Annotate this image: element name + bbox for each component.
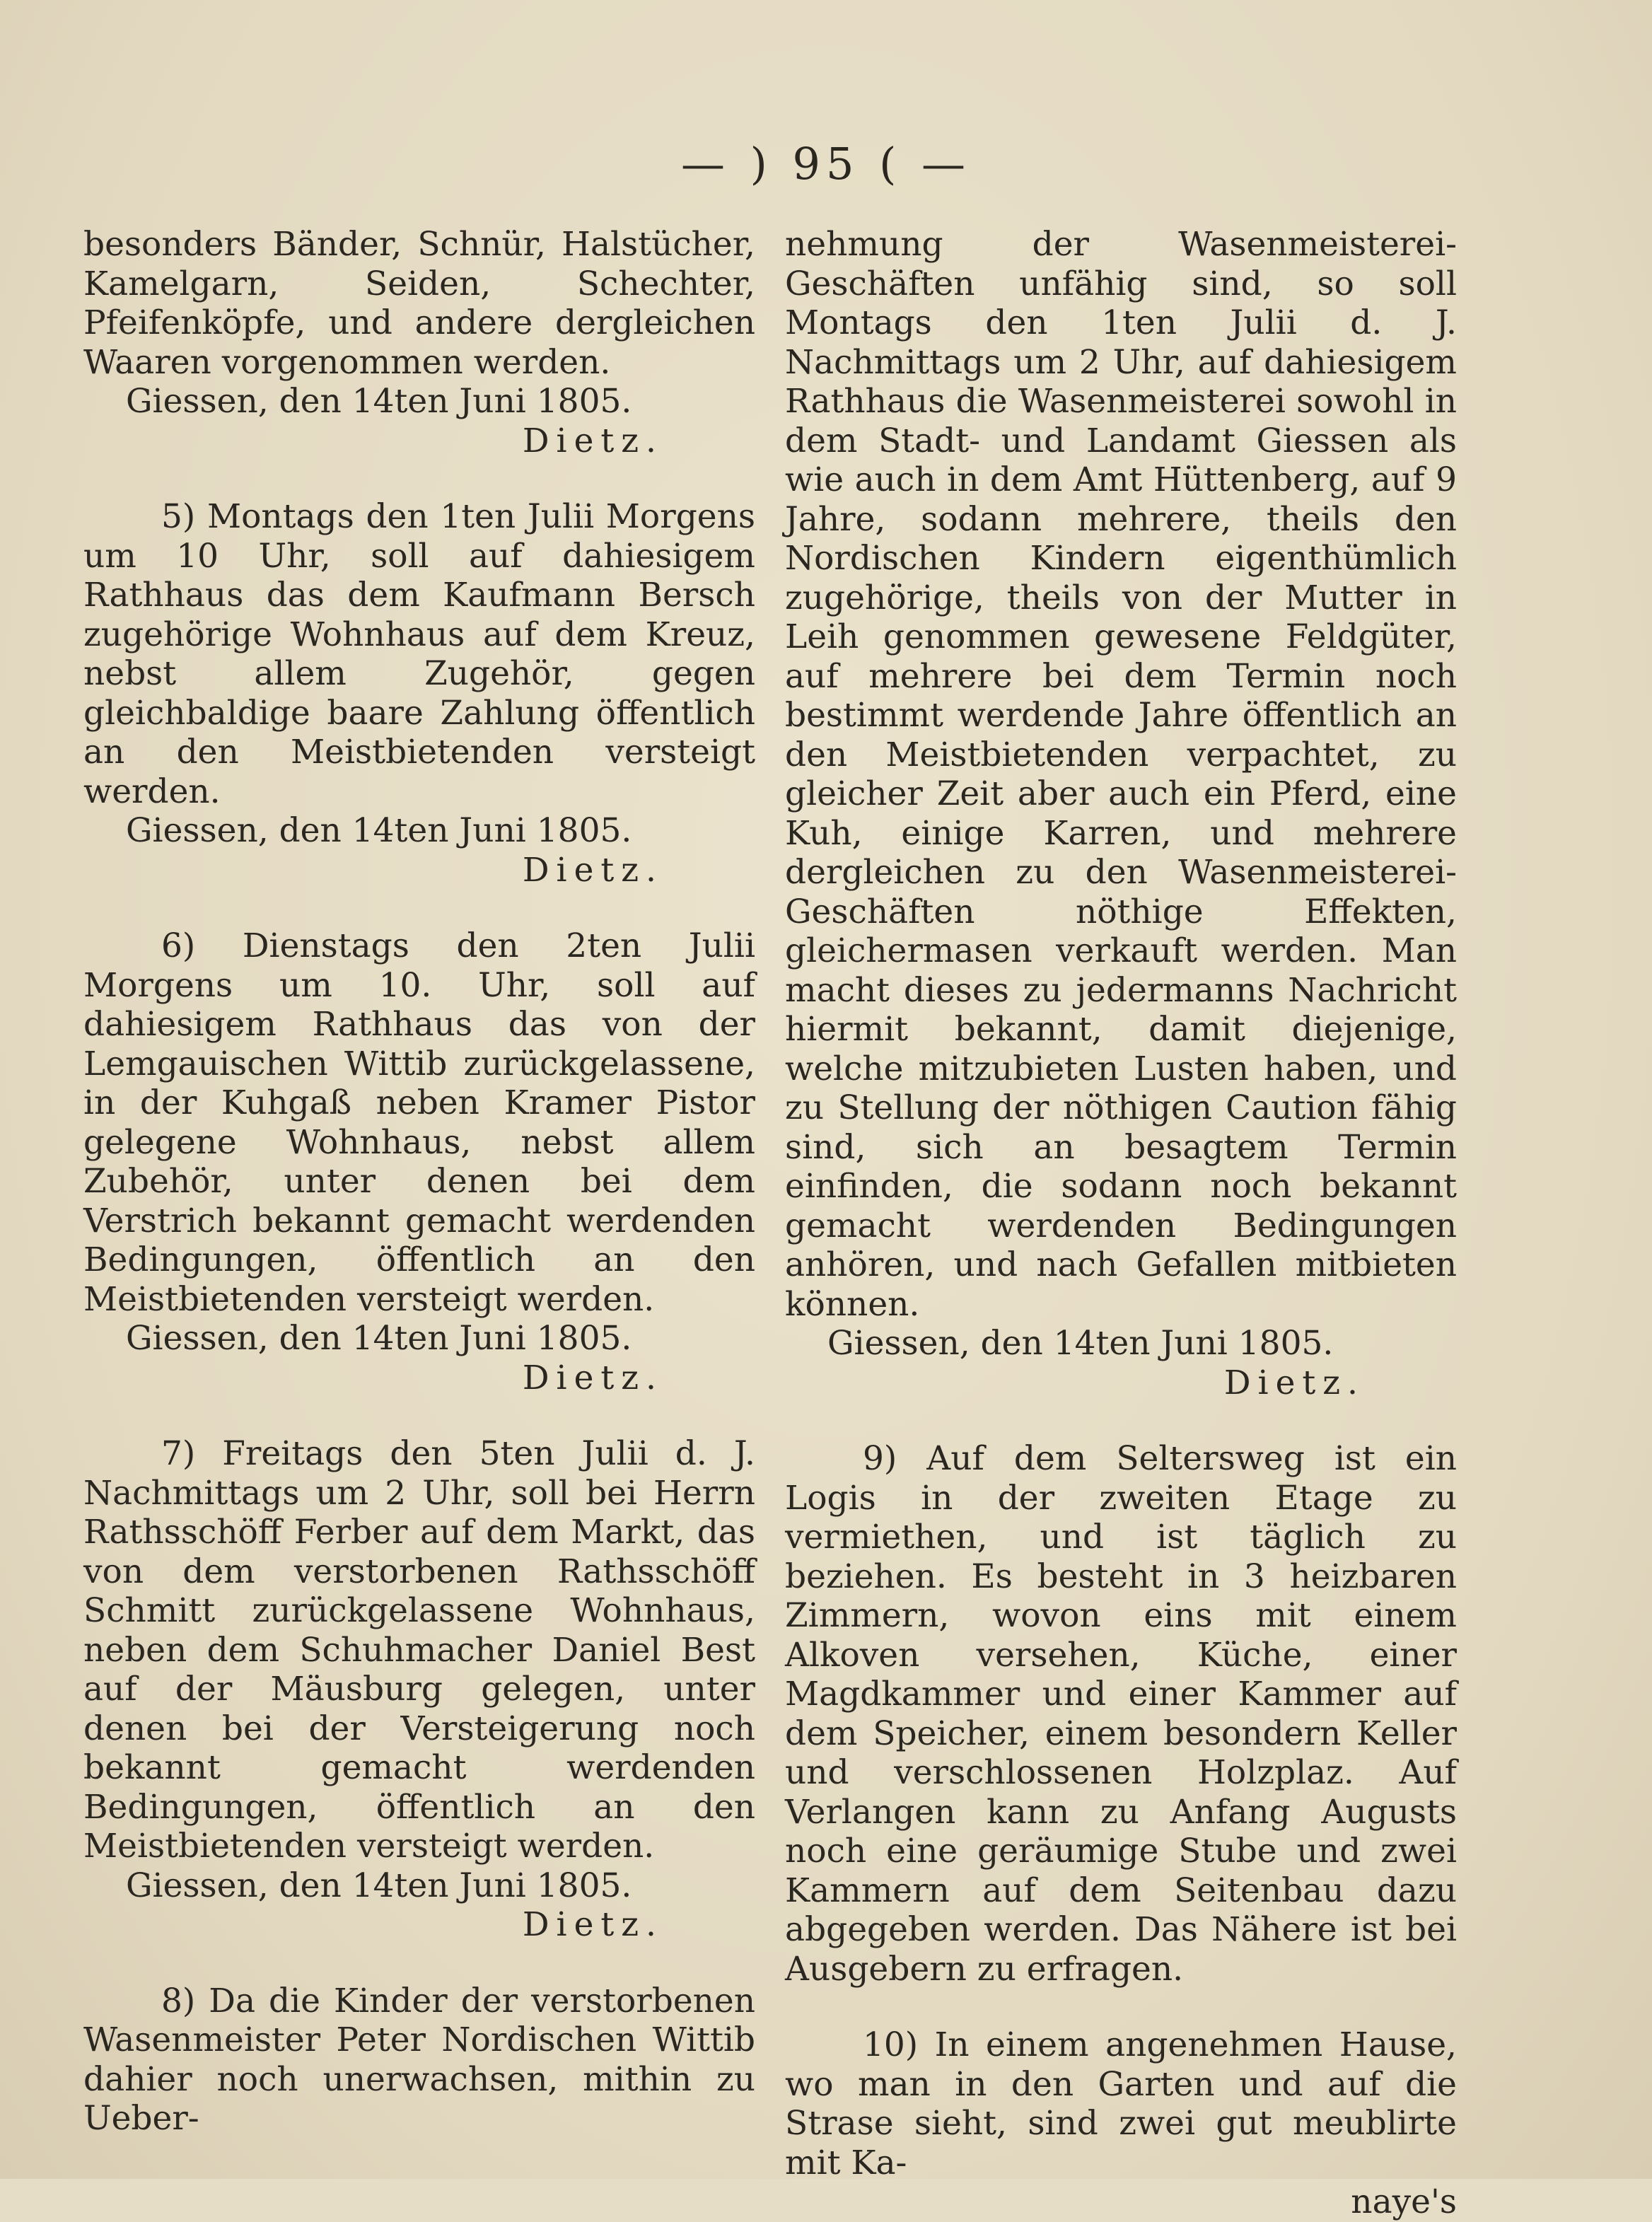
entry-place-date: Giessen, den 14ten Juni 1805.	[126, 1866, 632, 1905]
page-number: — ) 95 ( —	[680, 138, 972, 190]
entry-place-date: Giessen, den 14ten Juni 1805.	[126, 811, 632, 850]
entry-text: 8) Da die Kinder der verstorbenen Wasenmeister Peter Nordischen Wittib dahier noch unerwachsen, mithin zu Ueber-	[83, 1981, 755, 2138]
entry-signature: Dietz.	[522, 421, 663, 460]
entry-signature: Dietz.	[1223, 1363, 1365, 1402]
notice-8	[83, 1982, 755, 2139]
right-column	[785, 225, 1457, 2222]
notice-6	[83, 926, 755, 1397]
catchword: naye's	[1351, 2182, 1457, 2221]
entry-text: besonders Bänder, Schnür, Halstücher, Kamelgarn, Seiden, Schechter, Pfeifenköpfe, und andere dergleichen Waaren vorgenommen werden.	[83, 225, 755, 382]
entry-signature: Dietz.	[522, 1358, 663, 1397]
notice-7	[83, 1434, 755, 1945]
entry-text: nehmung der Wasenmeisterei-Geschäften unfähig sind, so soll Montags den 1ten Julii d. J. Nachmittags um 2 Uhr, auf dahiesigem Rathhaus die Wasenmeisterei sowohl in dem Stadt- und Landamt Giessen als wie auch in dem Amt Hüttenberg, auf 9 Jahre, sodann mehrere, theils den Nordischen Kindern eigenthümlich zugehörige, theils von der Mutter in Leih genommen gewesene Feldgüter, auf mehrere bei dem Termin noch bestimmt werdende Jahre öffentlich an den Meistbietenden verpachtet, zu gleicher Zeit aber auch ein Pferd, eine Kuh, einige Karren, und mehrere dergleichen zu den Wasenmeisterei-Geschäften nöthige Effekten, gleichermasen verkauft werden. Man macht dieses zu jedermanns Nachricht hiermit bekannt, damit diejenige, welche mitzubieten Lusten haben, und zu Stellung der nöthigen Caution fähig sind, sich an besagtem Termin einfinden, die sodann noch bekannt gemacht werdenden Bedingungen anhören, und nach Gefallen mitbieten können.	[785, 225, 1457, 1324]
left-column	[83, 225, 755, 2139]
entry-place-date: Giessen, den 14ten Juni 1805.	[827, 1324, 1334, 1363]
notice-9	[785, 1439, 1457, 1989]
continuation-entry	[785, 225, 1457, 1402]
entry-place-date: Giessen, den 14ten Juni 1805.	[126, 382, 632, 421]
entry-text: 6) Dienstags den 2ten Julii Morgens um 10. Uhr, soll auf dahiesigem Rathhaus das von der Lemgauischen Wittib zurückgelassene, in der Kuhgaß neben Kramer Pistor gelegene Wohnhaus, nebst allem Zubehör, unter denen bei dem Verstrich bekannt gemacht werdenden Bedingungen, öffentlich an den Meistbietenden versteigt werden.	[83, 926, 755, 1319]
entry-signature: Dietz.	[522, 850, 663, 890]
entry-signature: Dietz.	[522, 1905, 663, 1944]
entry-place-date: Giessen, den 14ten Juni 1805.	[126, 1319, 632, 1358]
continuation-entry	[83, 225, 755, 460]
entry-text: 10) In einem angenehmen Hause, wo man in den Garten und auf die Strase sieht, sind zwei gut meublirte mit Ka-	[785, 2025, 1457, 2182]
notice-5	[83, 497, 755, 890]
entry-text: 5) Montags den 1ten Julii Morgens um 10 Uhr, soll auf dahiesigem Rathhaus das dem Kaufmann Bersch zugehörige Wohnhaus auf dem Kreuz, nebst allem Zugehör, gegen gleichbaldige baare Zahlung öffentlich an den Meistbietenden versteigt werden.	[83, 497, 755, 811]
entry-text: 9) Auf dem Seltersweg ist ein Logis in der zweiten Etage zu vermiethen, und ist täglich zu beziehen. Es besteht in 3 heizbaren Zimmern, wovon eins mit einem Alkoven versehen, Küche, einer Magdkammer und einer Kammer auf dem Speicher, einem besondern Keller und verschlossenen Holzplaz. Auf Verlangen kann zu Anfang Augusts noch eine geräumige Stube und zwei Kammern auf dem Seitenbau dazu abgegeben werden. Das Nähere ist bei Ausgebern zu erfragen.	[785, 1439, 1457, 1989]
notice-10	[785, 2025, 1457, 2222]
entry-text: 7) Freitags den 5ten Julii d. J. Nachmittags um 2 Uhr, soll bei Herrn Rathsschöff Ferber auf dem Markt, das von dem verstorbenen Rathsschöff Schmitt zurückgelassene Wohnhaus, neben dem Schuhmacher Daniel Best auf der Mäusburg gelegen, unter denen bei der Versteigerung noch bekannt gemacht werdenden Bedingungen, öffentlich an den Meistbietenden versteigt werden.	[83, 1434, 755, 1866]
